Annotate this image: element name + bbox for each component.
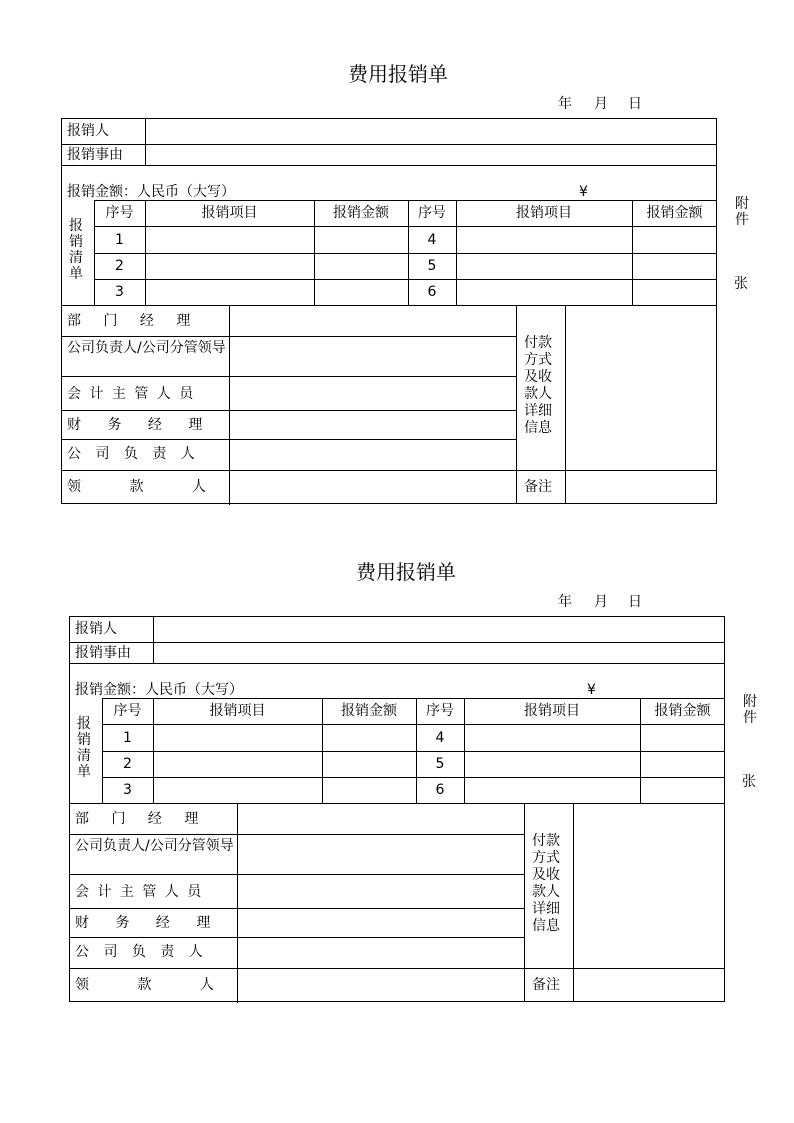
- form-title: 费用报销单: [348, 62, 448, 86]
- col-amount-right: 报销金额: [646, 205, 703, 221]
- form-title: 费用报销单: [356, 560, 456, 584]
- attachment-unit: 张: [734, 276, 748, 292]
- attachment-unit: 张: [742, 774, 756, 790]
- finance-manager-label: 财 务 经 理: [67, 417, 203, 433]
- company-leader-label: 公司负责人/公司分管领导: [67, 340, 226, 356]
- accounting-supervisor-label: 会 计 主 管 人 员: [67, 386, 194, 402]
- dept-manager-label: 部 门 经 理: [75, 811, 199, 827]
- yen-sign: ¥: [587, 682, 596, 698]
- col-amount-right: 报销金额: [654, 703, 711, 719]
- accounting-supervisor-label: 会 计 主 管 人 员: [75, 884, 202, 900]
- attachment-label: 附件: [743, 694, 757, 726]
- row-num: 5: [427, 258, 437, 274]
- row-num: 4: [435, 730, 445, 746]
- company-head-label: 公 司 负 责 人: [75, 944, 203, 960]
- company-leader-label: 公司负责人/公司分管领导: [75, 838, 234, 854]
- date-year: 年: [558, 96, 572, 112]
- col-item-right: 报销项目: [516, 205, 572, 221]
- row-num: 3: [123, 782, 132, 798]
- list-label: 报销清单: [69, 218, 83, 282]
- remark-label: 备注: [532, 977, 560, 993]
- finance-manager-label: 财 务 经 理: [75, 915, 211, 931]
- row-num: 2: [115, 258, 124, 274]
- col-seq-left: 序号: [113, 703, 142, 719]
- col-item-left: 报销项目: [201, 205, 258, 221]
- yen-sign: ¥: [579, 184, 588, 200]
- reason-label: 报销事由: [67, 147, 123, 163]
- claimant-label: 报销人: [75, 621, 117, 637]
- company-head-label: 公 司 负 责 人: [67, 446, 195, 462]
- amount-label: 报销金额：人民币（大写）: [67, 184, 235, 200]
- list-label: 报销清单: [77, 716, 91, 780]
- date-day: 日: [628, 96, 642, 112]
- row-num: 6: [427, 284, 437, 300]
- date-month: 月: [594, 96, 608, 112]
- row-num: 1: [123, 730, 132, 746]
- col-item-right: 报销项目: [524, 703, 580, 719]
- col-amount-left: 报销金额: [341, 703, 397, 719]
- row-num: 4: [427, 232, 437, 248]
- claimant-label: 报销人: [67, 123, 109, 139]
- remark-label: 备注: [524, 479, 552, 495]
- row-num: 1: [115, 232, 124, 248]
- reason-label: 报销事由: [75, 645, 131, 661]
- row-num: 6: [435, 782, 445, 798]
- attachment-label: 附件: [735, 196, 749, 228]
- col-amount-left: 报销金额: [333, 205, 389, 221]
- amount-label: 报销金额：人民币（大写）: [75, 682, 243, 698]
- payment-info-label: 付款方式及收款人详细信息: [524, 335, 552, 436]
- row-num: 2: [123, 756, 132, 772]
- recipient-label: 领 款 人: [67, 479, 206, 495]
- dept-manager-label: 部 门 经 理: [67, 313, 191, 329]
- date-year: 年: [558, 594, 572, 610]
- date-day: 日: [628, 594, 642, 610]
- col-seq-right: 序号: [426, 703, 454, 719]
- row-num: 3: [115, 284, 124, 300]
- recipient-label: 领 款 人: [75, 977, 214, 993]
- row-num: 5: [435, 756, 445, 772]
- col-seq-right: 序号: [418, 205, 446, 221]
- date-month: 月: [594, 594, 608, 610]
- payment-info-label: 付款方式及收款人详细信息: [532, 833, 560, 934]
- col-item-left: 报销项目: [209, 703, 266, 719]
- col-seq-left: 序号: [105, 205, 134, 221]
